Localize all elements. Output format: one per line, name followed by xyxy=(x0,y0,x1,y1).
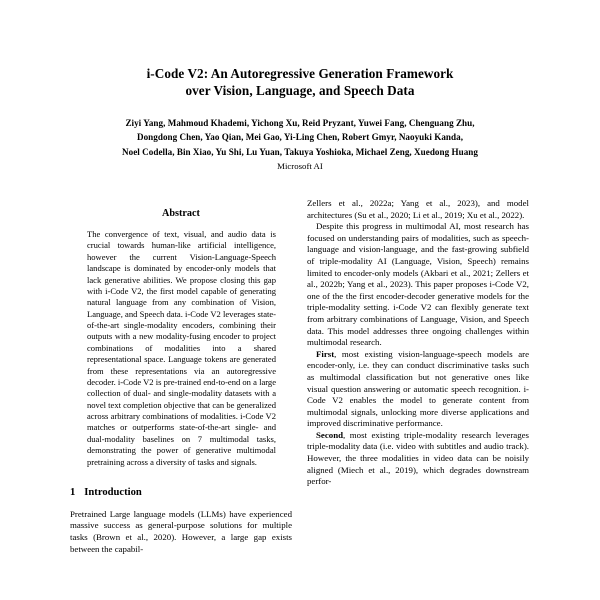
section-heading-introduction xyxy=(70,486,292,500)
title-block xyxy=(0,0,600,173)
paragraph-second xyxy=(307,430,529,488)
continuation-paragraph: Zellers et al., 2022a; Yang et al., 2023), and model architectures (Su et al., 2020; Li et al., 2019; Xu et al., 2022). xyxy=(307,198,529,220)
affiliation: Microsoft AI xyxy=(277,160,323,171)
left-column xyxy=(70,198,292,600)
section-title: Introduction xyxy=(84,486,142,498)
right-column xyxy=(307,198,529,600)
author-line-2: Dongdong Chen, Yao Qian, Mei Gao, Yi-Ling Chen, Robert Gmyr, Naoyuki Kanda, xyxy=(136,132,464,143)
title-line-2: over Vision, Language, and Speech Data xyxy=(185,82,415,98)
author-line-3: Noel Codella, Bin Xiao, Yu Shi, Lu Yuan, Takuya Yoshioka, Michael Zeng, Xuedong Huang xyxy=(122,146,478,157)
abstract-body: The convergence of text, visual, and audio data is crucial towards human-like artificial intelligence, however the current Vision-Language-Speech landscape is dominated by encoder-only models that lack generative abilities. We propose closing this gap with i-Code V2, the first model capable of generating natural language from any combination of Vision, Language, and Speech data. i-Code V2 leverages state-of-the-art single-modality encoders, combining their outputs with a new modality-fusing encoder to project combinations of modalities into a shared representational space. Language tokens are generated from these representations via an autoregressive decoder. i-Code V2 is pre-trained end-to-end on a large collection of dual- and single-modality datasets with a novel text completion objective that can be generalized across arbitrary combinations of modalities. i-Code V2 matches or outperforms state-of-the-art single- and dual-modality baselines on 7 multimodal tasks, demonstrating the power of generative multimodal pretraining across a diversity of tasks and signals. xyxy=(87,229,276,467)
paragraph-first xyxy=(307,349,529,430)
paragraph-second-rest: , most existing triple-modality research leverages triple-modality data (i.e. video with subtitles and audio track). However, the three modalities in video data can be noisily aligned (Miech et al., 2019), which degrades downstream perfor- xyxy=(307,429,529,487)
page-title xyxy=(70,66,530,99)
paragraph-first-lead: First xyxy=(316,348,335,359)
title-line-1: i-Code V2: An Autoregressive Generation Framework xyxy=(146,66,454,81)
section-number: 1 xyxy=(70,486,76,498)
author-line-1: Ziyi Yang, Mahmoud Khademi, Yichong Xu, Reid Pryzant, Yuwei Fang, Chenguang Zhu, xyxy=(125,118,475,128)
author-list xyxy=(70,116,530,159)
paragraph-first-rest: , most existing vision-language-speech models are encoder-only, i.e. they can conduct discriminative tasks such as multimodal classification but not generative ones like visual question answering or automatic speech recognition. i-Code V2 enables the model to generate content from multimodal signals, unlocking more diverse applications and improved discriminative performance. xyxy=(307,348,529,429)
paragraph-second-lead: Second xyxy=(316,429,344,440)
intro-paragraph-1: Pretrained Large language models (LLMs) have experienced massive success as general-purpose solutions for multiple tasks (Brown et al., 2020). However, a large gap exists between the capabil- xyxy=(70,508,292,554)
paragraph-despite: Despite this progress in multimodal AI, most research has focused on understanding pairs of modalities, such as speech-language and vision-language, and the fast-growing subfield of triple-modality AI (Language, Vision, Speech) remains limited to encoder-only models (Akbari et al., 2021; Zellers et al., 2022b; Yang et al., 2023). This paper proposes i-Code V2, one of the the first encoder-decoder generative models for the triple-modality setting. i-Code V2 can flexibly generate text from arbitrary combinations of Language, Vision, and Speech data. This model addresses three ongoing challenges within multimodal research. xyxy=(307,221,529,348)
body-columns xyxy=(0,198,600,600)
abstract-heading: Abstract xyxy=(162,208,200,219)
